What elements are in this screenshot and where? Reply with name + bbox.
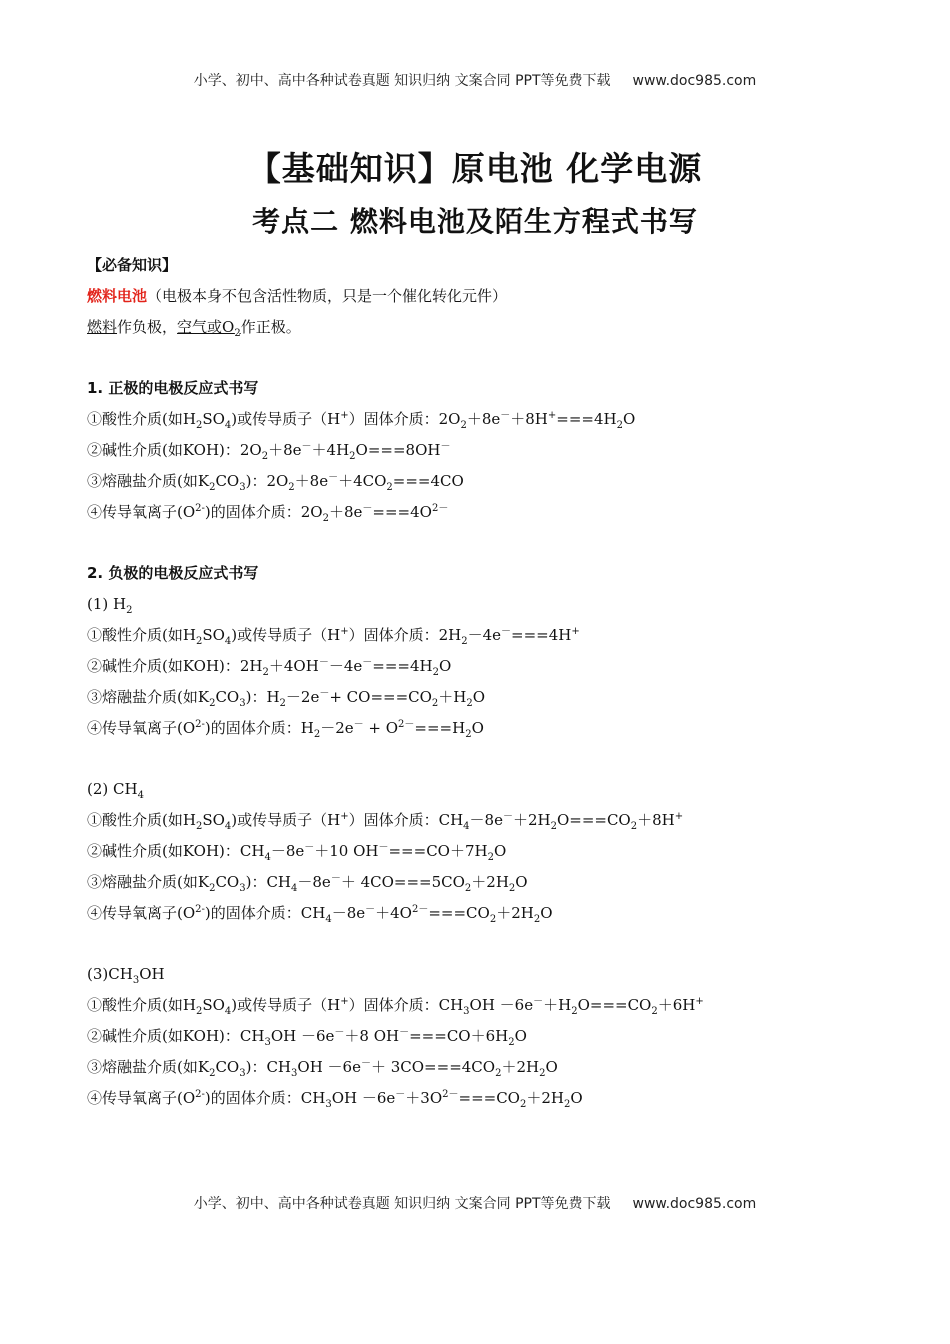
intro-line-1 — [87, 281, 887, 312]
document-body — [87, 250, 887, 1114]
methanol-oxide-line: ④传导氧离子$(O^{2-})$的固体介质：$CH_3OH -6e^-+3O^{2-}===CO_2+2H_2O$ — [87, 1089, 583, 1110]
footer-site-link[interactable]: www.doc985.com — [632, 1196, 757, 1212]
pos-base-line: ②碱性介质(如KOH)：$2O_2+8e^-+4H_2O===8OH^-$ — [87, 441, 451, 462]
section-label: 【必备知识】 — [87, 256, 178, 274]
fuel-cell-note: （电极本身不包含活性物质，只是一个催化转化元件） — [147, 287, 508, 305]
page-title: 【基础知识】原电池 化学电源 — [247, 149, 703, 188]
neg-text: 作负极， — [117, 318, 178, 336]
h2-heading: (1) $H_2$ — [87, 595, 133, 616]
fuel-cell-term: 燃料电池 — [87, 287, 148, 305]
pos-oxide-line: ④传导氧离子$(O^{2-})$的固体介质：$2O_2+8e^-===4O^{2-}$ — [87, 503, 449, 524]
methanol-heading: $(3)CH_3OH$ — [87, 965, 165, 986]
page-header — [0, 70, 950, 90]
pos-acid-line: ①酸性介质(如$H_2SO_4$)或传导质子（H+）固体介质：$2O_2+8e^-+8H^+===4H_2O$ — [87, 410, 636, 431]
h2-oxide-line: ④传导氧离子$(O^{2-})$的固体介质：$H_2-2e^- + O^{2-}===H_2O$ — [87, 719, 484, 740]
fuel-underlined: 燃料 — [87, 318, 118, 336]
header-site-link[interactable]: www.doc985.com — [632, 73, 757, 89]
negative-electrode-heading: 2. 负极的电极反应式书写 — [87, 564, 259, 582]
ch4-oxide-line: ④传导氧离子$(O^{2-})$的固体介质：$CH_4-8e^-+4O^{2-}===CO_2+2H_2O$ — [87, 904, 553, 925]
pos-text: 作正极。 — [240, 318, 301, 336]
methanol-molten-line: ③熔融盐介质(如$K_2CO_3$)：$CH_3OH -6e^-+ 3CO===4CO_2+2H_2O$ — [87, 1058, 558, 1079]
positive-electrode-heading: 1. 正极的电极反应式书写 — [87, 379, 259, 397]
page-subtitle: 考点二 燃料电池及陌生方程式书写 — [252, 205, 698, 238]
h2-acid-line: ①酸性介质(如$H_2SO_4$)或传导质子（H+）固体介质：$2H_2-4e^-===4H^+$ — [87, 626, 580, 647]
air-underlined: 空气或$O_2$ — [177, 318, 241, 339]
ch4-base-line: ②碱性介质(如KOH)：$CH_4-8e^-+10$ $OH^-===CO+7H_2O$ — [87, 842, 507, 863]
methanol-acid-line: ①酸性介质(如$H_2SO_4$)或传导质子（H+）固体介质：$CH_3OH -6e^-+H_2O===CO_2+6H^+$ — [87, 996, 704, 1017]
footer-text: 小学、初中、高中各种试卷真题 知识归纳 文案合同 PPT等免费下载 — [193, 1196, 611, 1212]
header-text: 小学、初中、高中各种试卷真题 知识归纳 文案合同 PPT等免费下载 — [193, 73, 611, 89]
h2-molten-line: ③熔融盐介质(如$K_2CO_3$)：$H_2-2e^-+ CO===CO_2+H_2O$ — [87, 688, 486, 709]
page-footer — [0, 1193, 950, 1213]
pos-molten-line: ③熔融盐介质(如$K_2CO_3$)：$2O_2+8e^-+4CO_2===4CO$ — [87, 472, 464, 493]
ch4-molten-line: ③熔融盐介质(如$K_2CO_3$)：$CH_4-8e^-+ 4CO===5CO_2+2H_2O$ — [87, 873, 528, 894]
h2-base-line: ②碱性介质(如KOH)：$2H_2+4OH^--4e^-===4H_2O$ — [87, 657, 452, 678]
methanol-base-line: ②碱性介质(如KOH)：$CH_3OH -6e^-+8$ $OH^-===CO+6H_2O$ — [87, 1027, 527, 1048]
intro-line-2 — [87, 312, 887, 343]
ch4-heading: (2) $CH_4$ — [87, 780, 144, 801]
ch4-acid-line: ①酸性介质(如$H_2SO_4$)或传导质子（H+）固体介质：$CH_4-8e^-+2H_2O===CO_2+8H^+$ — [87, 811, 684, 832]
